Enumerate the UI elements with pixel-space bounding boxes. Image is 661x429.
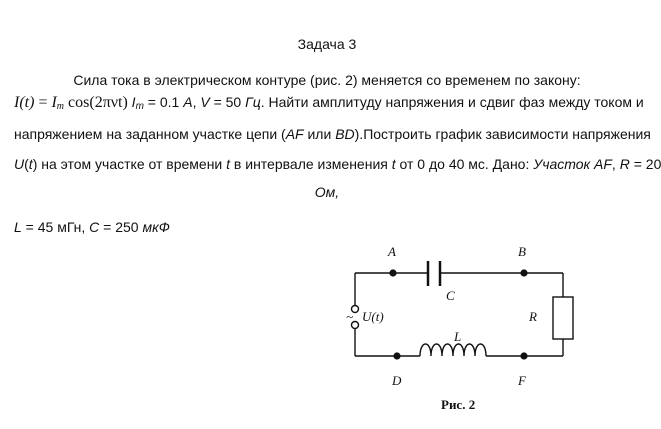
text-line-5: Ом, — [314, 184, 340, 200]
resistor-box — [553, 297, 573, 339]
ac-source-icon: ~ — [346, 309, 354, 324]
figure-caption: Рис. 2 — [441, 397, 476, 412]
nu-symbol: V — [200, 94, 210, 110]
text-line-4: U(t) на этом участке от времени t в интервале изменения t от 0 до 40 мс. Дано: Участок AF, R = 20 — [14, 156, 661, 172]
inductor-coil — [420, 344, 486, 356]
text-line-1: Сила тока в электрическом контуре (рис. 2) меняется со временем по закону: — [73, 72, 581, 88]
node-f-label: F — [518, 373, 526, 388]
formula-line: $I(t) = I_m$ cos(2πνt) $I_m = 0.1$ А, V = 50 Гц. Найти амплитуду напряжения и сдвиг фаз между током и — [14, 94, 644, 112]
formula-amplitude: $I_m$ — [51, 94, 65, 112]
given-values-line: L = 45 мГн, C = 250 мкФ — [14, 219, 170, 235]
source-label: U(t) — [362, 309, 384, 324]
formula-rest: . Найти амплитуду напряжения и сдвиг фаз между током и — [260, 94, 644, 110]
node-b-label: B — [518, 244, 526, 259]
nu-unit: Гц — [245, 94, 261, 110]
formula-cos: cos(2πνt) — [64, 94, 128, 111]
im-symbol: $I_m$ — [131, 94, 144, 112]
resistor-label: R — [529, 309, 537, 324]
nu-value: = 50 — [209, 94, 246, 110]
node-a-label: A — [388, 244, 396, 259]
node-b-dot — [520, 269, 527, 276]
node-d-label: D — [392, 373, 402, 388]
formula-lhs: I(t) — [14, 94, 35, 111]
section-bd: BD — [335, 126, 355, 142]
node-f-dot — [520, 352, 527, 359]
given-section: Участок AF — [533, 156, 612, 172]
text-line-3: напряжением на заданном участке цепи (AF или BD).Построить график зависимости напряжения — [14, 126, 651, 142]
section-af: AF — [285, 126, 304, 142]
inductor-label: L — [454, 329, 462, 344]
node-d-dot — [393, 352, 400, 359]
im-value: = 0.1 — [143, 94, 184, 110]
node-a-dot — [389, 269, 396, 276]
formula-eq: = — [34, 94, 52, 111]
im-unit: А — [183, 94, 193, 110]
capacitor-label: C — [446, 288, 455, 303]
problem-title: Задача 3 — [297, 36, 357, 52]
